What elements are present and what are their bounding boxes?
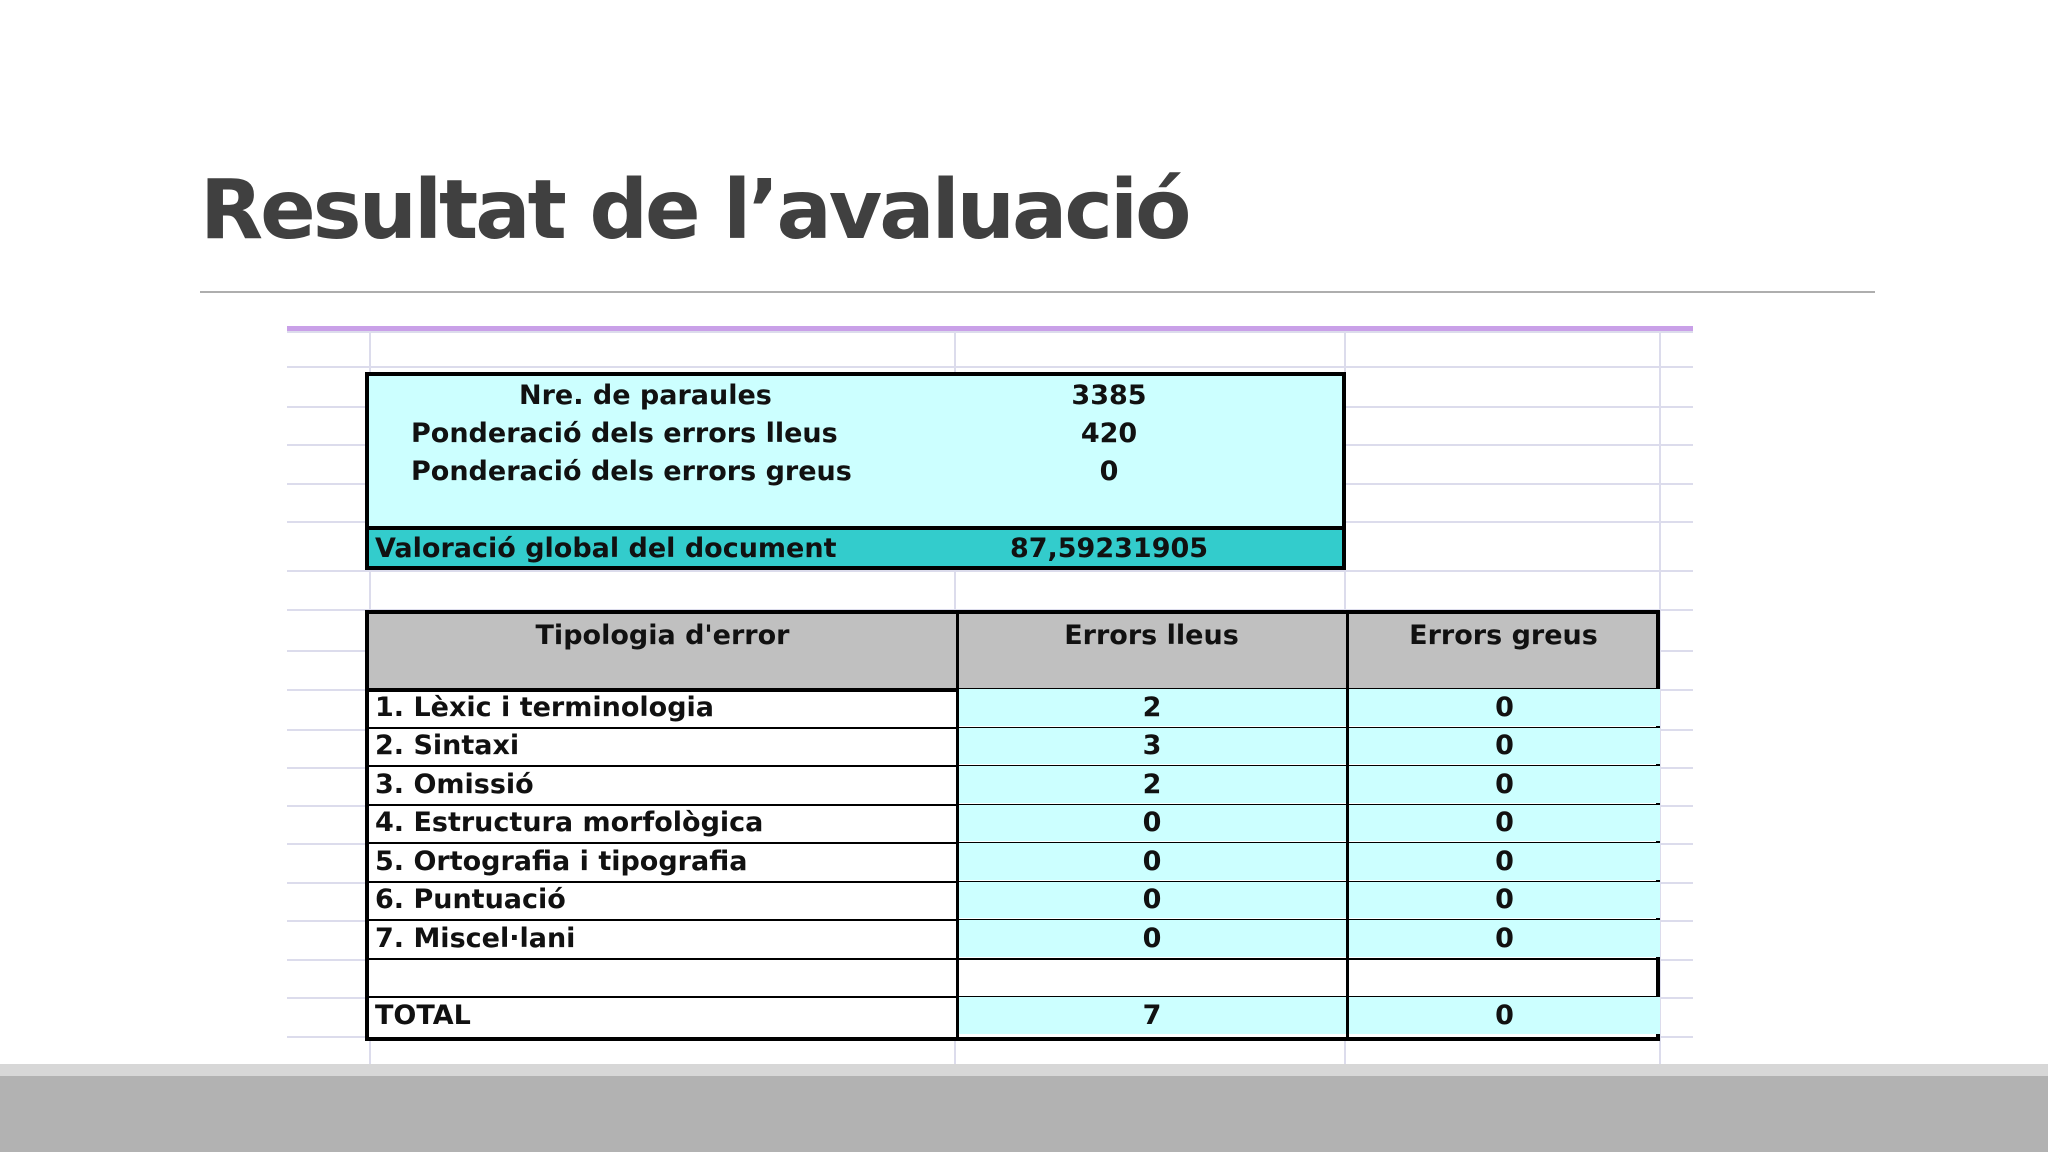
minor-errors-value: 0 <box>1142 884 1162 916</box>
title-divider <box>200 291 1875 293</box>
column-divider <box>956 614 959 1037</box>
spreadsheet-image <box>287 326 1693 1074</box>
global-score-label: Valoració global del document <box>375 532 837 564</box>
row-divider <box>369 958 1656 960</box>
column-divider <box>1346 614 1349 1037</box>
total-label: TOTAL <box>375 999 471 1031</box>
summary-box <box>365 372 1346 570</box>
error-type-label: 1. Lèxic i terminologia <box>375 691 714 723</box>
summary-label-major: Ponderació dels errors greus <box>411 455 852 487</box>
summary-value-minor: 420 <box>1080 417 1138 449</box>
error-table-header <box>369 614 1656 692</box>
minor-errors-value: 0 <box>1142 807 1162 839</box>
summary-label-minor: Ponderació dels errors lleus <box>411 417 838 449</box>
global-score-value: 87,59231905 <box>1009 532 1209 564</box>
gridline-row <box>287 570 1693 572</box>
header-major-errors: Errors greus <box>1409 620 1598 651</box>
error-type-label: 3. Omissió <box>375 768 534 800</box>
slide-footer-bar <box>0 1064 2048 1152</box>
header-minor-errors: Errors lleus <box>1064 620 1239 651</box>
error-table <box>365 610 1660 1041</box>
minor-errors-value: 0 <box>1142 922 1162 954</box>
major-errors-value: 0 <box>1495 768 1514 800</box>
error-type-label: 4. Estructura morfològica <box>375 807 764 839</box>
header-error-type: Tipologia d'error <box>535 620 790 651</box>
major-errors-value: 0 <box>1495 884 1514 916</box>
major-errors-value: 0 <box>1495 845 1514 877</box>
gridline-row <box>287 366 1693 368</box>
global-score-row <box>369 526 1342 566</box>
major-errors-value: 0 <box>1495 807 1514 839</box>
major-errors-value: 0 <box>1495 691 1514 723</box>
error-type-label: 2. Sintaxi <box>375 730 520 762</box>
major-errors-value: 0 <box>1495 730 1514 762</box>
gridline-row <box>287 331 1693 333</box>
minor-errors-value: 2 <box>1142 768 1162 800</box>
major-errors-value: 0 <box>1495 922 1514 954</box>
minor-errors-value: 0 <box>1142 845 1162 877</box>
error-type-label: 5. Ortografia i tipografia <box>375 845 748 877</box>
minor-errors-value: 3 <box>1142 730 1162 762</box>
total-minor-errors: 7 <box>1142 999 1162 1031</box>
slide-title: Resultat de l’avaluació <box>200 163 1189 258</box>
summary-value-words: 3385 <box>1071 379 1147 411</box>
error-type-label: 7. Miscel·lani <box>375 922 576 954</box>
error-type-label: 6. Puntuació <box>375 884 566 916</box>
summary-value-major: 0 <box>1099 455 1119 487</box>
total-major-errors: 0 <box>1495 999 1514 1031</box>
summary-label-words: Nre. de paraules <box>519 379 772 411</box>
minor-errors-value: 2 <box>1142 691 1162 723</box>
slide-footer-highlight <box>0 1064 2048 1076</box>
